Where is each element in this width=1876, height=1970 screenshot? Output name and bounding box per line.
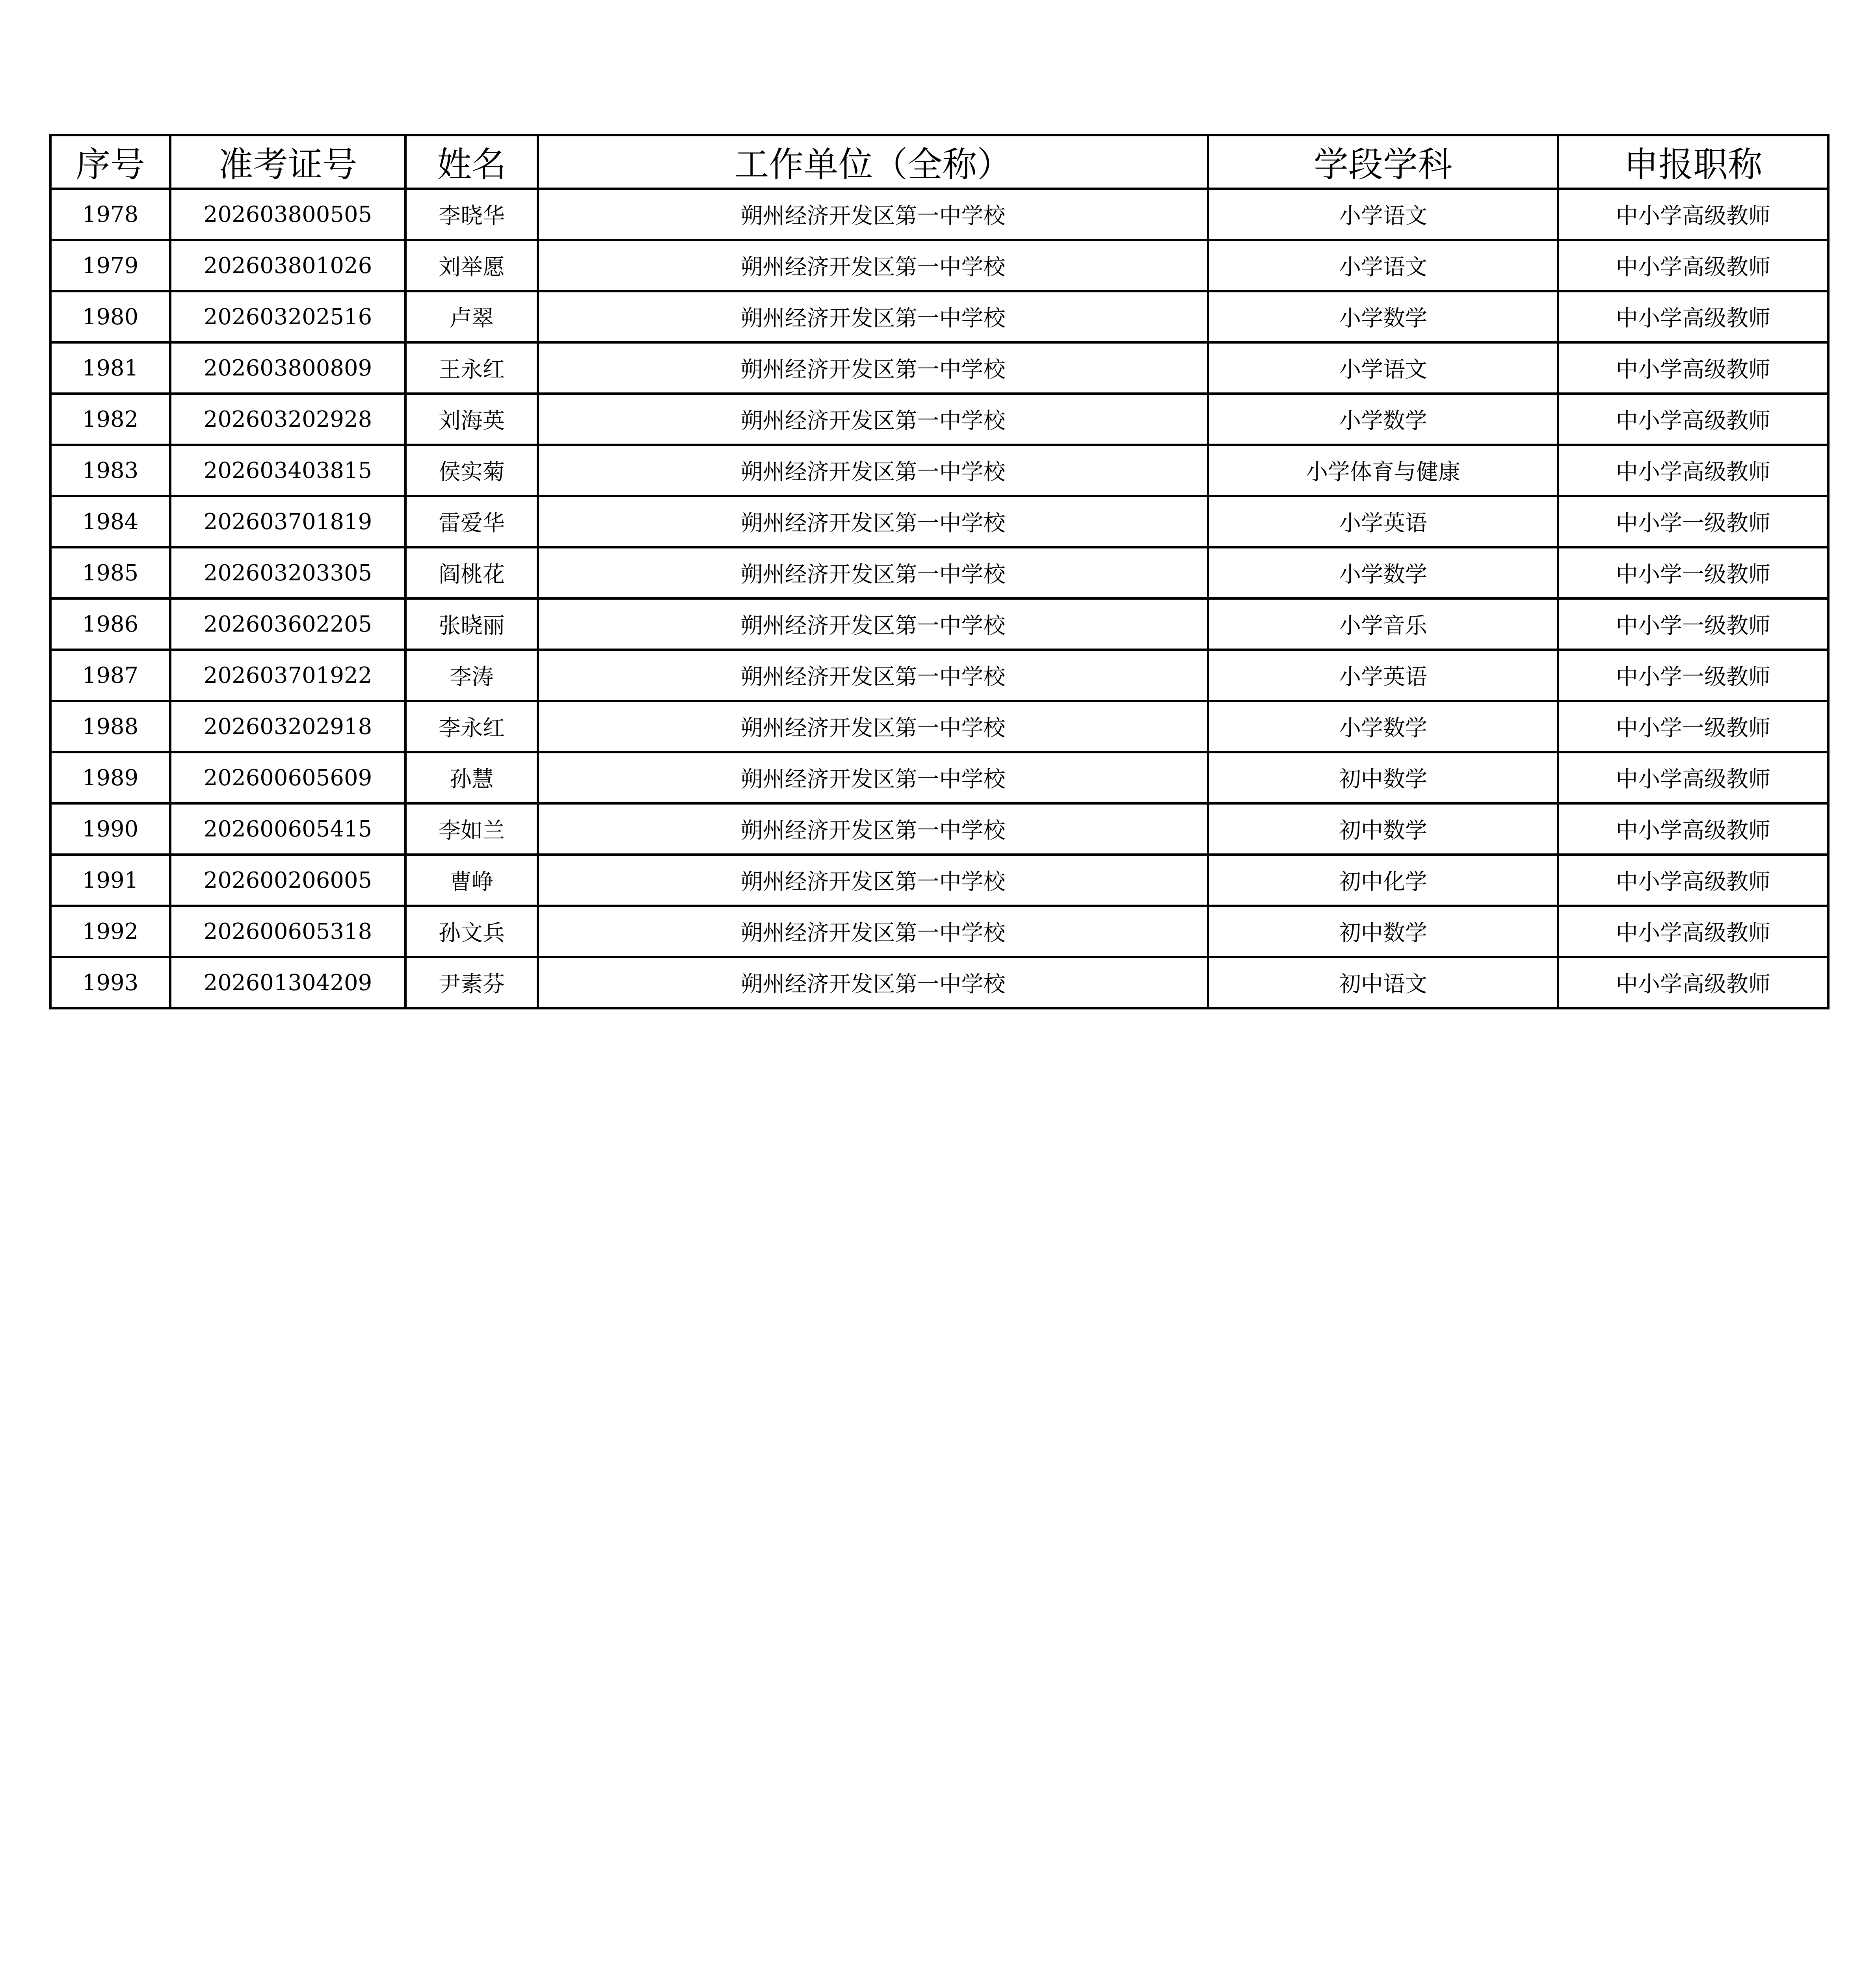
cell-subject: 初中化学 [1208,855,1558,906]
cell-title: 中小学高级教师 [1558,752,1828,803]
cell-exam-id: 202603602205 [170,598,405,650]
cell-exam-id: 202600605318 [170,906,405,957]
cell-title: 中小学高级教师 [1558,803,1828,855]
cell-workplace: 朔州经济开发区第一中学校 [538,803,1208,855]
cell-title: 中小学一级教师 [1558,547,1828,598]
cell-title: 中小学高级教师 [1558,957,1828,1008]
cell-subject: 初中数学 [1208,906,1558,957]
cell-name: 卢翠 [405,291,538,342]
cell-subject: 初中数学 [1208,803,1558,855]
cell-exam-id: 202601304209 [170,957,405,1008]
cell-name: 王永红 [405,342,538,394]
cell-exam-id: 202603701819 [170,496,405,547]
cell-name: 刘海英 [405,394,538,445]
cell-title: 中小学一级教师 [1558,701,1828,752]
cell-subject: 小学数学 [1208,701,1558,752]
cell-title: 中小学高级教师 [1558,445,1828,496]
cell-name: 李永红 [405,701,538,752]
cell-seq: 1989 [50,752,170,803]
cell-name: 阎桃花 [405,547,538,598]
cell-seq: 1983 [50,445,170,496]
cell-seq: 1991 [50,855,170,906]
table-row [50,855,1828,906]
cell-seq: 1986 [50,598,170,650]
cell-title: 中小学高级教师 [1558,189,1828,240]
table-row [50,803,1828,855]
cell-subject: 小学语文 [1208,342,1558,394]
cell-workplace: 朔州经济开发区第一中学校 [538,598,1208,650]
cell-seq: 1985 [50,547,170,598]
cell-seq: 1990 [50,803,170,855]
cell-exam-id: 202603701922 [170,650,405,701]
cell-seq: 1978 [50,189,170,240]
header-name: 姓名 [405,135,538,189]
cell-name: 李涛 [405,650,538,701]
cell-exam-id: 202603202516 [170,291,405,342]
header-exam-id: 准考证号 [170,135,405,189]
cell-title: 中小学一级教师 [1558,496,1828,547]
cell-subject: 小学数学 [1208,394,1558,445]
cell-seq: 1982 [50,394,170,445]
table-row [50,240,1828,291]
table-row [50,957,1828,1008]
cell-name: 孙慧 [405,752,538,803]
cell-title: 中小学高级教师 [1558,906,1828,957]
cell-subject: 小学数学 [1208,291,1558,342]
cell-exam-id: 202603403815 [170,445,405,496]
cell-workplace: 朔州经济开发区第一中学校 [538,547,1208,598]
cell-workplace: 朔州经济开发区第一中学校 [538,496,1208,547]
header-seq: 序号 [50,135,170,189]
cell-exam-id: 202600605609 [170,752,405,803]
header-row [50,135,1828,189]
cell-workplace: 朔州经济开发区第一中学校 [538,342,1208,394]
cell-name: 侯实菊 [405,445,538,496]
cell-name: 雷爱华 [405,496,538,547]
cell-subject: 初中数学 [1208,752,1558,803]
cell-title: 中小学高级教师 [1558,342,1828,394]
cell-title: 中小学高级教师 [1558,855,1828,906]
cell-exam-id: 202603800505 [170,189,405,240]
table-row [50,906,1828,957]
cell-workplace: 朔州经济开发区第一中学校 [538,394,1208,445]
cell-title: 中小学高级教师 [1558,240,1828,291]
table-row [50,342,1828,394]
cell-subject: 小学英语 [1208,496,1558,547]
cell-workplace: 朔州经济开发区第一中学校 [538,650,1208,701]
cell-subject: 小学音乐 [1208,598,1558,650]
cell-seq: 1988 [50,701,170,752]
cell-title: 中小学一级教师 [1558,598,1828,650]
table-row [50,291,1828,342]
cell-seq: 1993 [50,957,170,1008]
cell-seq: 1987 [50,650,170,701]
header-title: 申报职称 [1558,135,1828,189]
cell-workplace: 朔州经济开发区第一中学校 [538,291,1208,342]
cell-exam-id: 202603203305 [170,547,405,598]
cell-workplace: 朔州经济开发区第一中学校 [538,701,1208,752]
roster-table [49,134,1830,1009]
cell-name: 李晓华 [405,189,538,240]
table-row [50,701,1828,752]
cell-exam-id: 202603801026 [170,240,405,291]
cell-workplace: 朔州经济开发区第一中学校 [538,957,1208,1008]
table-row [50,547,1828,598]
cell-name: 刘举愿 [405,240,538,291]
table-row [50,445,1828,496]
cell-subject: 小学英语 [1208,650,1558,701]
cell-title: 中小学一级教师 [1558,650,1828,701]
header-subject: 学段学科 [1208,135,1558,189]
cell-seq: 1980 [50,291,170,342]
cell-exam-id: 202603202928 [170,394,405,445]
cell-subject: 小学语文 [1208,189,1558,240]
cell-name: 曹峥 [405,855,538,906]
cell-seq: 1981 [50,342,170,394]
cell-name: 李如兰 [405,803,538,855]
cell-workplace: 朔州经济开发区第一中学校 [538,855,1208,906]
cell-workplace: 朔州经济开发区第一中学校 [538,189,1208,240]
cell-seq: 1979 [50,240,170,291]
cell-workplace: 朔州经济开发区第一中学校 [538,240,1208,291]
table-row [50,598,1828,650]
header-workplace: 工作单位（全称） [538,135,1208,189]
table-row [50,650,1828,701]
cell-name: 张晓丽 [405,598,538,650]
cell-title: 中小学高级教师 [1558,291,1828,342]
cell-name: 尹素芬 [405,957,538,1008]
cell-seq: 1984 [50,496,170,547]
cell-seq: 1992 [50,906,170,957]
cell-exam-id: 202600206005 [170,855,405,906]
table-row [50,189,1828,240]
table-row [50,752,1828,803]
table-body [50,189,1828,1008]
cell-subject: 小学数学 [1208,547,1558,598]
cell-subject: 初中语文 [1208,957,1558,1008]
cell-title: 中小学高级教师 [1558,394,1828,445]
cell-subject: 小学体育与健康 [1208,445,1558,496]
cell-workplace: 朔州经济开发区第一中学校 [538,906,1208,957]
cell-workplace: 朔州经济开发区第一中学校 [538,445,1208,496]
cell-name: 孙文兵 [405,906,538,957]
table-row [50,394,1828,445]
cell-exam-id: 202603202918 [170,701,405,752]
table-row [50,496,1828,547]
cell-exam-id: 202603800809 [170,342,405,394]
cell-exam-id: 202600605415 [170,803,405,855]
cell-subject: 小学语文 [1208,240,1558,291]
cell-workplace: 朔州经济开发区第一中学校 [538,752,1208,803]
